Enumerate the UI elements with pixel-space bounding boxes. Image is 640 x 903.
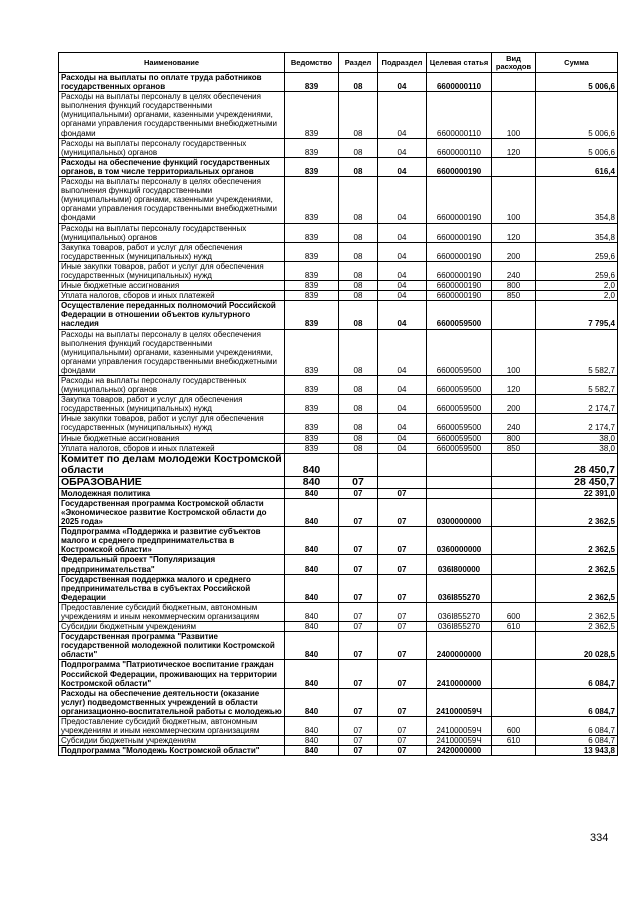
cell-department: 840 [285,602,339,621]
cell-section: 08 [339,376,378,395]
cell-expense-type: 100 [492,329,536,375]
cell-department: 839 [285,242,339,261]
cell-sum: 2,0 [536,281,618,291]
cell-section: 08 [339,291,378,301]
cell-expense-type [492,498,536,526]
table-row [59,223,618,242]
table-row [59,476,618,488]
cell-section: 08 [339,301,378,329]
cell-subsection: 04 [378,242,427,261]
cell-expense-type: 100 [492,177,536,223]
cell-sum: 6 084,7 [536,660,618,688]
cell-expense-type: 800 [492,433,536,443]
cell-name: Расходы на выплаты персоналу в целях обеспечения выполнения функций государственными (муниципальными) органами, казенными учреждениями, органами управления государственными внебюджетными фондами [59,92,285,138]
table-row [59,414,618,433]
cell-target: 6600000110 [427,73,492,92]
cell-sum: 2 174,7 [536,395,618,414]
cell-department: 839 [285,281,339,291]
cell-sum: 6 084,7 [536,688,618,716]
cell-subsection: 04 [378,157,427,176]
cell-expense-type [492,555,536,574]
cell-sum: 2 362,5 [536,498,618,526]
cell-sum: 2,0 [536,291,618,301]
cell-target: 2400000000 [427,632,492,660]
cell-section: 07 [339,488,378,498]
cell-department: 840 [285,736,339,746]
cell-subsection: 04 [378,395,427,414]
cell-subsection: 07 [378,688,427,716]
cell-target: 6600059500 [427,414,492,433]
cell-sum: 2 362,5 [536,555,618,574]
table-row [59,574,618,602]
cell-name: Расходы на выплаты по оплате труда работников государственных органов [59,73,285,92]
cell-subsection: 04 [378,376,427,395]
cell-name: Уплата налогов, сборов и иных платежей [59,291,285,301]
cell-section: 07 [339,717,378,736]
cell-name: Подпрограмма «Поддержка и развитие субъектов малого и среднего предпринимательства в Костромской области» [59,527,285,555]
header-sum: Сумма [536,53,618,73]
cell-section: 08 [339,443,378,453]
cell-subsection: 07 [378,498,427,526]
table-row [59,622,618,632]
cell-department: 840 [285,574,339,602]
cell-name: Иные бюджетные ассигнования [59,281,285,291]
cell-section: 08 [339,433,378,443]
cell-department: 839 [285,443,339,453]
cell-expense-type: 200 [492,395,536,414]
cell-department: 839 [285,291,339,301]
cell-section: 08 [339,177,378,223]
cell-name: Государственная программа Костромской области «Экономическое развитие Костромской области до 2025 года» [59,498,285,526]
cell-target: 2420000000 [427,746,492,756]
table-row [59,92,618,138]
cell-subsection [378,476,427,488]
cell-department: 840 [285,527,339,555]
cell-subsection: 04 [378,92,427,138]
cell-target: 241000059Ч [427,717,492,736]
cell-target: 0360000000 [427,527,492,555]
cell-sum: 5 006,6 [536,138,618,157]
table-row [59,138,618,157]
cell-expense-type: 200 [492,242,536,261]
cell-name: Расходы на выплаты персоналу в целях обеспечения выполнения функций государственными (муниципальными) органами, казенными учреждениями, органами управления государственными внебюджетными фондами [59,177,285,223]
cell-target: 6600059500 [427,433,492,443]
table-row [59,488,618,498]
cell-expense-type: 120 [492,138,536,157]
cell-department: 839 [285,376,339,395]
cell-department: 839 [285,92,339,138]
cell-sum: 5 582,7 [536,329,618,375]
cell-expense-type: 240 [492,414,536,433]
cell-section: 08 [339,73,378,92]
cell-department: 840 [285,632,339,660]
cell-subsection: 04 [378,414,427,433]
cell-expense-type [492,660,536,688]
table-row [59,261,618,280]
cell-section: 08 [339,329,378,375]
cell-expense-type: 120 [492,223,536,242]
cell-expense-type [492,688,536,716]
cell-expense-type [492,73,536,92]
cell-expense-type: 610 [492,622,536,632]
table-header-row [59,53,618,73]
cell-department: 839 [285,433,339,443]
cell-section: 08 [339,138,378,157]
cell-name: Субсидии бюджетным учреждениям [59,622,285,632]
table-row [59,527,618,555]
cell-expense-type [492,574,536,602]
cell-name: Расходы на обеспечение функций государственных органов, в том числе территориальных органов [59,157,285,176]
cell-name: Субсидии бюджетным учреждениям [59,736,285,746]
cell-expense-type [492,527,536,555]
cell-sum: 13 943,8 [536,746,618,756]
cell-name: Иные бюджетные ассигнования [59,433,285,443]
cell-target: 6600000190 [427,242,492,261]
cell-name: ОБРАЗОВАНИЕ [59,476,285,488]
cell-target [427,488,492,498]
table-row [59,291,618,301]
table-row [59,177,618,223]
cell-subsection: 04 [378,177,427,223]
table-body [59,73,618,756]
table-row [59,433,618,443]
table-row [59,632,618,660]
cell-department: 840 [285,622,339,632]
cell-target: 036I855270 [427,602,492,621]
cell-sum: 28 450,7 [536,453,618,476]
cell-section: 07 [339,688,378,716]
cell-name: Расходы на выплаты персоналу государственных (муниципальных) органов [59,376,285,395]
cell-subsection: 04 [378,291,427,301]
cell-expense-type [492,632,536,660]
cell-expense-type: 100 [492,92,536,138]
cell-target: 6600000190 [427,223,492,242]
cell-name: Федеральный проект "Популяризация предпринимательства" [59,555,285,574]
cell-department: 840 [285,746,339,756]
table-row [59,498,618,526]
cell-expense-type [492,476,536,488]
cell-sum: 28 450,7 [536,476,618,488]
cell-name: Иные закупки товаров, работ и услуг для обеспечения государственных (муниципальных) нужд [59,414,285,433]
cell-section: 08 [339,281,378,291]
cell-sum: 2 362,5 [536,527,618,555]
cell-sum: 38,0 [536,443,618,453]
cell-target: 036I855270 [427,622,492,632]
cell-target: 036I855270 [427,574,492,602]
cell-name: Расходы на выплаты персоналу государственных (муниципальных) органов [59,223,285,242]
cell-expense-type: 850 [492,443,536,453]
cell-name: Подпрограмма "Молодежь Костромской области" [59,746,285,756]
cell-section: 07 [339,574,378,602]
cell-department: 840 [285,498,339,526]
cell-target: 6600000110 [427,92,492,138]
cell-department: 840 [285,453,339,476]
cell-department: 840 [285,555,339,574]
cell-subsection: 07 [378,632,427,660]
cell-subsection: 07 [378,488,427,498]
cell-sum: 2 362,5 [536,622,618,632]
cell-department: 839 [285,138,339,157]
cell-expense-type [492,453,536,476]
cell-section: 08 [339,414,378,433]
cell-target [427,453,492,476]
cell-subsection: 07 [378,736,427,746]
cell-department: 840 [285,476,339,488]
cell-section: 08 [339,92,378,138]
cell-sum: 38,0 [536,433,618,443]
cell-target: 6600000190 [427,177,492,223]
cell-sum: 7 795,4 [536,301,618,329]
cell-section: 07 [339,746,378,756]
table-row [59,660,618,688]
cell-name: Закупка товаров, работ и услуг для обеспечения государственных (муниципальных) нужд [59,242,285,261]
table-row [59,717,618,736]
cell-sum: 259,6 [536,261,618,280]
cell-target [427,476,492,488]
cell-subsection: 04 [378,301,427,329]
table-row [59,376,618,395]
budget-table [58,52,618,756]
cell-target: 6600059500 [427,301,492,329]
table-row [59,73,618,92]
cell-section: 08 [339,242,378,261]
table-row [59,301,618,329]
cell-sum: 259,6 [536,242,618,261]
table-row [59,329,618,375]
cell-sum: 354,8 [536,177,618,223]
cell-subsection: 07 [378,602,427,621]
table-row [59,443,618,453]
cell-expense-type [492,157,536,176]
cell-section [339,453,378,476]
cell-target: 6600059500 [427,376,492,395]
table-row [59,453,618,476]
cell-subsection: 04 [378,281,427,291]
cell-department: 840 [285,717,339,736]
cell-section: 07 [339,555,378,574]
cell-department: 840 [285,688,339,716]
cell-section: 08 [339,395,378,414]
cell-target: 6600000190 [427,157,492,176]
cell-subsection: 04 [378,261,427,280]
cell-expense-type: 120 [492,376,536,395]
cell-expense-type [492,488,536,498]
cell-section: 07 [339,736,378,746]
header-target: Целевая статья [427,53,492,73]
cell-name: Государственная поддержка малого и среднего предпринимательства в субъектах Российской Федерации [59,574,285,602]
cell-subsection: 07 [378,527,427,555]
cell-target: 6600000110 [427,138,492,157]
table-row [59,736,618,746]
table-row [59,281,618,291]
cell-subsection: 07 [378,555,427,574]
cell-expense-type: 610 [492,736,536,746]
table-row [59,746,618,756]
cell-expense-type: 800 [492,281,536,291]
cell-section: 07 [339,622,378,632]
cell-department: 839 [285,157,339,176]
cell-sum: 22 391,0 [536,488,618,498]
cell-department: 839 [285,395,339,414]
cell-department: 840 [285,660,339,688]
cell-target: 241000059Ч [427,736,492,746]
cell-sum: 2 362,5 [536,574,618,602]
header-department: Ведомство [285,53,339,73]
cell-subsection: 04 [378,73,427,92]
cell-department: 840 [285,488,339,498]
cell-sum: 616,4 [536,157,618,176]
cell-name: Расходы на выплаты персоналу государственных (муниципальных) органов [59,138,285,157]
cell-sum: 354,8 [536,223,618,242]
cell-name: Подпрограмма "Патриотическое воспитание граждан Российской Федерации, проживающих на территории Костромской области" [59,660,285,688]
cell-department: 839 [285,414,339,433]
cell-name: Предоставление субсидий бюджетным, автономным учреждениям и иным некоммерческим организациям [59,717,285,736]
header-section: Раздел [339,53,378,73]
cell-sum: 5 006,6 [536,73,618,92]
table-row [59,555,618,574]
cell-target: 6600059500 [427,395,492,414]
cell-subsection: 07 [378,574,427,602]
table-row [59,395,618,414]
cell-sum: 5 006,6 [536,92,618,138]
cell-expense-type: 600 [492,602,536,621]
cell-section: 08 [339,157,378,176]
cell-expense-type: 240 [492,261,536,280]
cell-section: 07 [339,660,378,688]
cell-section: 08 [339,223,378,242]
table-row [59,688,618,716]
header-expense-type: Вид расходов [492,53,536,73]
cell-subsection [378,453,427,476]
cell-subsection: 04 [378,138,427,157]
cell-sum: 2 362,5 [536,602,618,621]
cell-subsection: 04 [378,443,427,453]
cell-sum: 20 028,5 [536,632,618,660]
cell-subsection: 07 [378,660,427,688]
cell-name: Комитет по делам молодежи Костромской области [59,453,285,476]
cell-sum: 2 174,7 [536,414,618,433]
cell-section: 08 [339,261,378,280]
cell-subsection: 04 [378,433,427,443]
header-name: Наименование [59,53,285,73]
cell-target: 6600000190 [427,261,492,280]
cell-expense-type: 850 [492,291,536,301]
cell-department: 839 [285,261,339,280]
cell-sum: 5 582,7 [536,376,618,395]
cell-subsection: 04 [378,329,427,375]
header-subsection: Подраздел [378,53,427,73]
cell-subsection: 07 [378,746,427,756]
cell-name: Закупка товаров, работ и услуг для обеспечения государственных (муниципальных) нужд [59,395,285,414]
table-row [59,157,618,176]
cell-department: 839 [285,223,339,242]
cell-section: 07 [339,632,378,660]
cell-name: Государственная программа "Развитие государственной молодежной политики Костромской области" [59,632,285,660]
table-row [59,602,618,621]
page-number: 334 [590,832,609,844]
cell-target: 036I800000 [427,555,492,574]
cell-sum: 6 084,7 [536,736,618,746]
cell-name: Осуществление переданных полномочий Российской Федерации в отношении объектов культурного наследия [59,301,285,329]
cell-name: Иные закупки товаров, работ и услуг для обеспечения государственных (муниципальных) нужд [59,261,285,280]
cell-department: 839 [285,301,339,329]
cell-name: Уплата налогов, сборов и иных платежей [59,443,285,453]
cell-target: 6600000190 [427,291,492,301]
cell-target: 0300000000 [427,498,492,526]
cell-target: 241000059Ч [427,688,492,716]
cell-subsection: 04 [378,223,427,242]
cell-target: 6600059500 [427,329,492,375]
cell-sum: 6 084,7 [536,717,618,736]
cell-subsection: 07 [378,717,427,736]
table-row [59,242,618,261]
cell-expense-type [492,746,536,756]
cell-section: 07 [339,476,378,488]
cell-target: 6600000190 [427,281,492,291]
cell-section: 07 [339,527,378,555]
cell-department: 839 [285,177,339,223]
cell-expense-type: 600 [492,717,536,736]
cell-name: Предоставление субсидий бюджетным, автономным учреждениям и иным некоммерческим организациям [59,602,285,621]
cell-target: 6600059500 [427,443,492,453]
cell-name: Расходы на обеспечение деятельности (оказание услуг) подведомственных учреждений в области организационно-воспитательной работы с молодежью [59,688,285,716]
cell-name: Расходы на выплаты персоналу в целях обеспечения выполнения функций государственными (муниципальными) органами, казенными учреждениями, органами управления государственными внебюджетными фондами [59,329,285,375]
cell-expense-type [492,301,536,329]
cell-section: 07 [339,602,378,621]
cell-section: 07 [339,498,378,526]
cell-name: Молодежная политика [59,488,285,498]
cell-subsection: 07 [378,622,427,632]
cell-department: 839 [285,329,339,375]
cell-target: 2410000000 [427,660,492,688]
cell-department: 839 [285,73,339,92]
